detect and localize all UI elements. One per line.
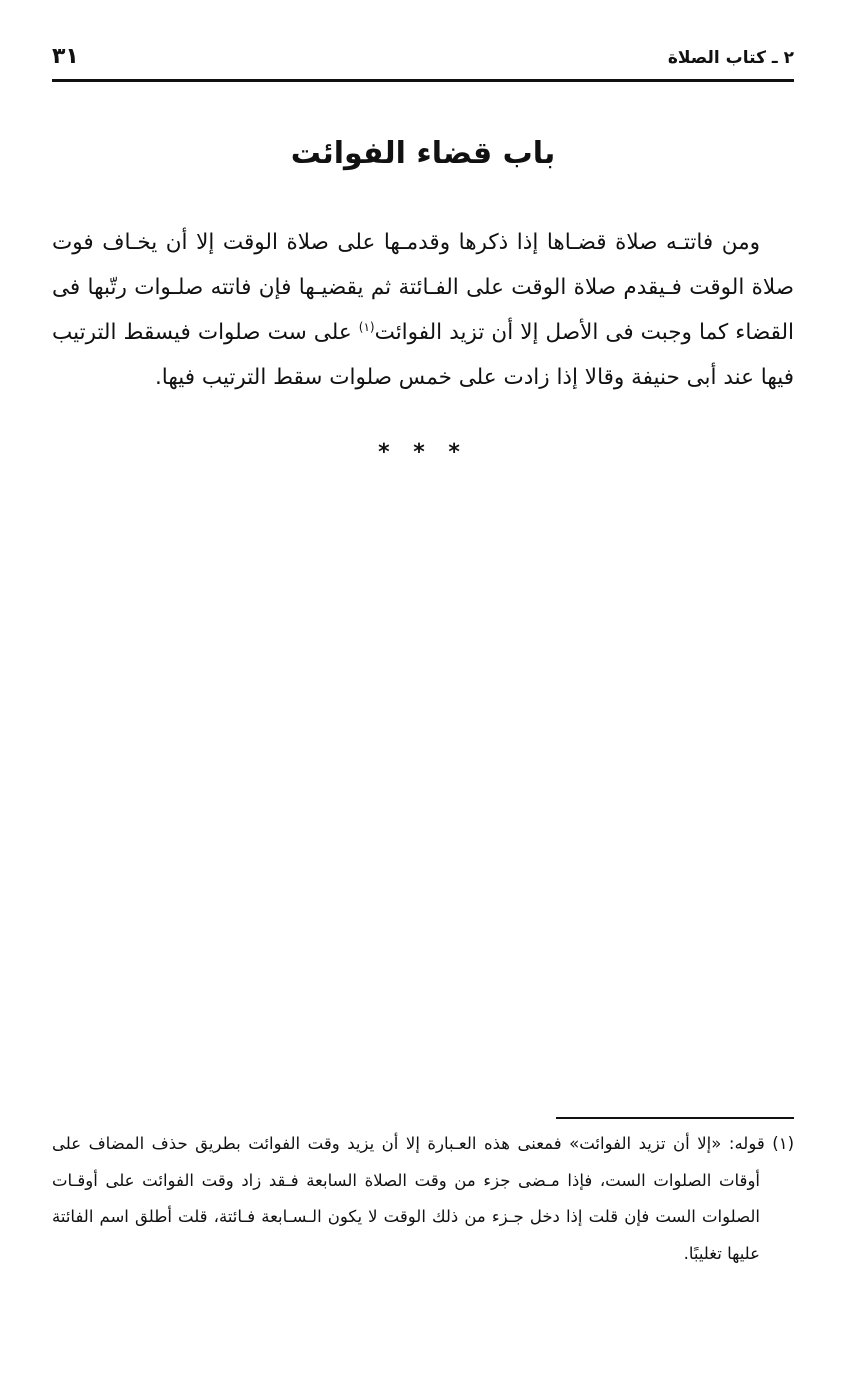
running-head xyxy=(52,44,794,76)
footnote: (١) قوله: «إلا أن تزيد الفوائت» فمعنى هذه العـبارة إلا أن يزيد وقت الفوائت بطريق حذف المضاف على أوقات الصلوات الست، فإذا مـضى جزء من وقت الصلاة السابعة فـقد زاد وقت الفوائت على أوقـات الصلوات الست فإن قلت إذا دخل جـزء من ذلك الوقت لا يكون الـسـابعة فـائتة، قلت أطلق اسم الفائتة عليها تغليبًا. xyxy=(52,1134,794,1263)
body-text-before-note: ومن فاتتـه صلاة قضـاها إذا ذكرها وقدمـها على صلاة الوقت إلا أن يخـاف فوت صلاة الوقت فـيقدم صلاة الوقت على الفـائتة ثم يقضيـها فإن فاتته صلـوات رتّبها فى القضاء كما وجبت فى الأصل إلا أن تزيد الفوائت xyxy=(52,230,795,345)
running-title: ٢ ـ كتاب الصلاة xyxy=(667,48,794,68)
header-rule xyxy=(52,79,794,82)
body-paragraph xyxy=(52,220,794,400)
footnote-rule xyxy=(556,1117,794,1119)
chapter-title: باب قضاء الفوائت xyxy=(290,136,556,171)
footnote-marker: (١) xyxy=(358,319,375,334)
section-ornament: * * * xyxy=(378,440,468,465)
page-number: ٣١ xyxy=(52,44,79,69)
body-text-after-note: على ست صلوات فيسقط الترتيب فيها عند أبى حنيفة وقالا إذا زادت على خمس صلوات سقط الترتيب فيها. xyxy=(52,320,794,390)
